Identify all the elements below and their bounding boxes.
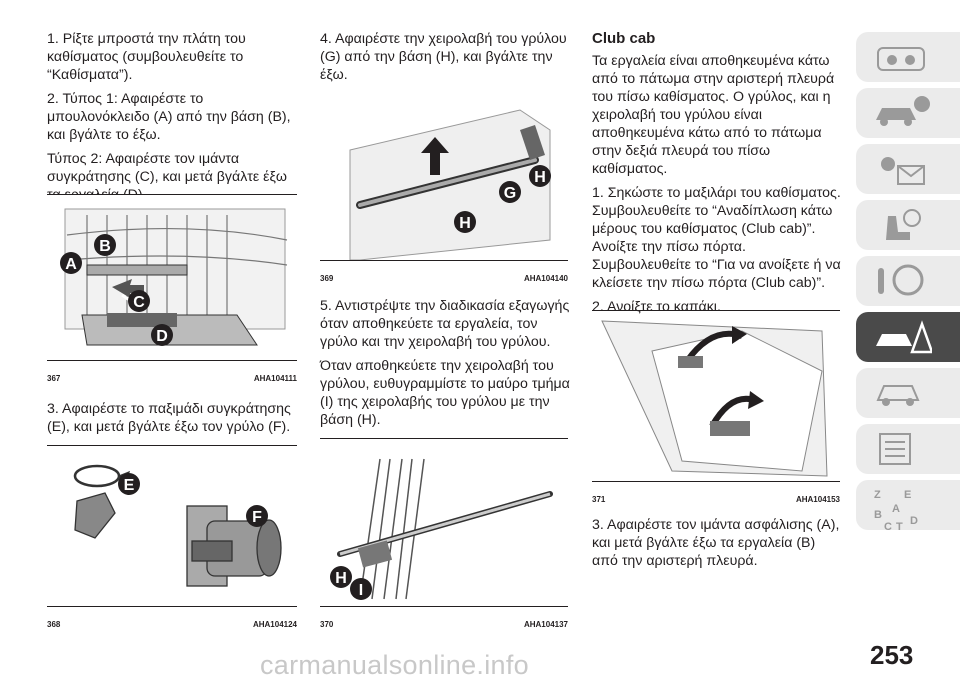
step-2-text: 2. Τύπος 1: Αφαιρέστε το μπουλονόκλειδο (A) από την βάση (B), και βγάλτε το έξω. (47, 91, 291, 143)
figure-367 (47, 194, 297, 383)
step-3-text: 3. Αφαιρέστε το παξιμάδι συγκράτησης (E), και μετά βγάλτε έξω τον γρύλο (F). (47, 401, 291, 435)
svg-text:A: A (892, 503, 900, 515)
svg-text:E: E (904, 489, 912, 501)
step-5-text: 5. Αντιστρέψτε την διαδικασία εξαγωγής όταν αποθηκεύετε τα εργαλεία, τον γρύλο και την χειρολαβή του γρύλου. (320, 298, 570, 350)
tab-starting-driving[interactable] (856, 256, 960, 306)
steering-key-icon (872, 262, 932, 300)
tab-emergency[interactable] (856, 312, 960, 362)
club-cab-intro-text: Τα εργαλεία είναι αποθηκευμένα κάτω από το πάτωμα στην αριστερή πλευρά του πίσω καθίσματος. Ο γρύλος, και η χειρολαβή του γρύλου είναι αποθηκευμένα κάτω από το πάτωμα στην δεξιά πλευρά του πίσω καθίσματος. (592, 53, 835, 177)
column-3 (592, 30, 842, 322)
column-1 (47, 30, 297, 210)
label-C: C (133, 294, 145, 311)
svg-text:T: T (896, 521, 903, 533)
svg-text:D: D (910, 515, 918, 527)
column-2 (320, 30, 570, 90)
label-G: G (503, 185, 517, 202)
svg-text:Z: Z (874, 489, 881, 501)
car-maintenance-icon (872, 374, 932, 412)
specifications-list-icon (872, 430, 932, 468)
car-info-icon (872, 94, 932, 132)
club-cab-step-2-text: 2. Ανοίξτε το καπάκι. (592, 299, 721, 315)
label-H: H (335, 570, 347, 587)
column-2-middle (320, 297, 570, 435)
label-B: B (99, 238, 111, 255)
label-F: F (252, 509, 262, 526)
callout-labels-369 (440, 160, 570, 260)
figure-code: AHA104140 (523, 274, 568, 283)
svg-text:B: B (874, 509, 882, 521)
column-3-lower (592, 516, 842, 576)
svg-text:C: C (884, 521, 892, 533)
label-I: I (358, 582, 364, 599)
club-cab-step-1-text: 1. Σηκώστε το μαξιλάρι του καθίσματος. Συμβουλευθείτε το “Αναδίπλωση κάτω μέρους του καθίσματος (Club cab)”. Ανοίξτε την πίσω πόρτα. Συμβουλευθείτε το “Για να ανοίξετε ή να κλείσετε την πίσω πόρτα (Club cab)”. (592, 185, 841, 291)
figure-code: AHA104124 (252, 620, 297, 629)
warning-lights-envelope-icon (872, 150, 932, 188)
figure-code: AHA104137 (523, 620, 568, 629)
figure-371-illustration (592, 311, 840, 481)
seat-airbag-icon (872, 206, 932, 244)
figure-code: AHA104153 (795, 495, 840, 504)
watermark: carmanualsonline.info (260, 650, 529, 680)
tab-index[interactable] (856, 480, 960, 533)
figure-371 (592, 310, 840, 504)
column-1-lower (47, 400, 297, 442)
callout-labels-370 (325, 549, 385, 604)
storage-note-text: Όταν αποθηκεύετε την χειρολαβή του γρύλου, ευθυγραμμίστε το μαύρο τμήμα (I) της χειρολαβής του γρύλου με την βάση (H). (320, 358, 570, 428)
figure-code: AHA104111 (253, 374, 297, 383)
tab-safety[interactable] (856, 200, 960, 250)
club-cab-step-3-text: 3. Αφαιρέστε τον ιμάντα ασφάλισης (A), και μετά βγάλτε έξω τα εργαλεία (B) από την αριστερή πλευρά. (592, 517, 840, 569)
callout-labels-367 (57, 233, 197, 348)
label-E: E (123, 477, 135, 494)
figure-368 (47, 445, 297, 629)
page-number: 253 (870, 640, 914, 670)
label-H: H (534, 169, 546, 186)
figure-370 (320, 438, 568, 629)
tab-maintenance[interactable] (856, 368, 960, 418)
figure-number: 367 (47, 374, 61, 383)
tab-technical-data[interactable] (856, 424, 960, 474)
callout-labels-368 (107, 466, 287, 536)
tab-dashboard[interactable] (856, 32, 960, 82)
step-1-text: 1. Ρίξτε μπροστά την πλάτη του καθίσματος (συμβουλευθείτε το “Καθίσματα”). (47, 31, 246, 83)
label-H: H (459, 215, 471, 232)
figure-number: 368 (47, 620, 61, 629)
figure-369 (320, 90, 568, 283)
tab-warning-lights[interactable] (856, 144, 960, 194)
step-4-text: 4. Αφαιρέστε την χειρολαβή του γρύλου (G) από την βάση (H), και βγάλτε την έξω. (320, 31, 567, 83)
tab-vehicle-info[interactable] (856, 88, 960, 138)
figure-number: 371 (592, 495, 606, 504)
emergency-triangle-icon (872, 318, 932, 356)
alphabet-index-icon (872, 486, 932, 536)
label-D: D (156, 328, 168, 345)
figure-number: 370 (320, 620, 334, 629)
car-dashboard-icon (872, 38, 932, 76)
figure-number: 369 (320, 274, 334, 283)
label-A: A (65, 256, 77, 273)
club-cab-heading: Club cab (592, 30, 656, 47)
step-2-type2-text: Τύπος 2: Αφαιρέστε τον ιμάντα συγκράτησης (C), και μετά βγάλτε έξω (47, 151, 287, 185)
